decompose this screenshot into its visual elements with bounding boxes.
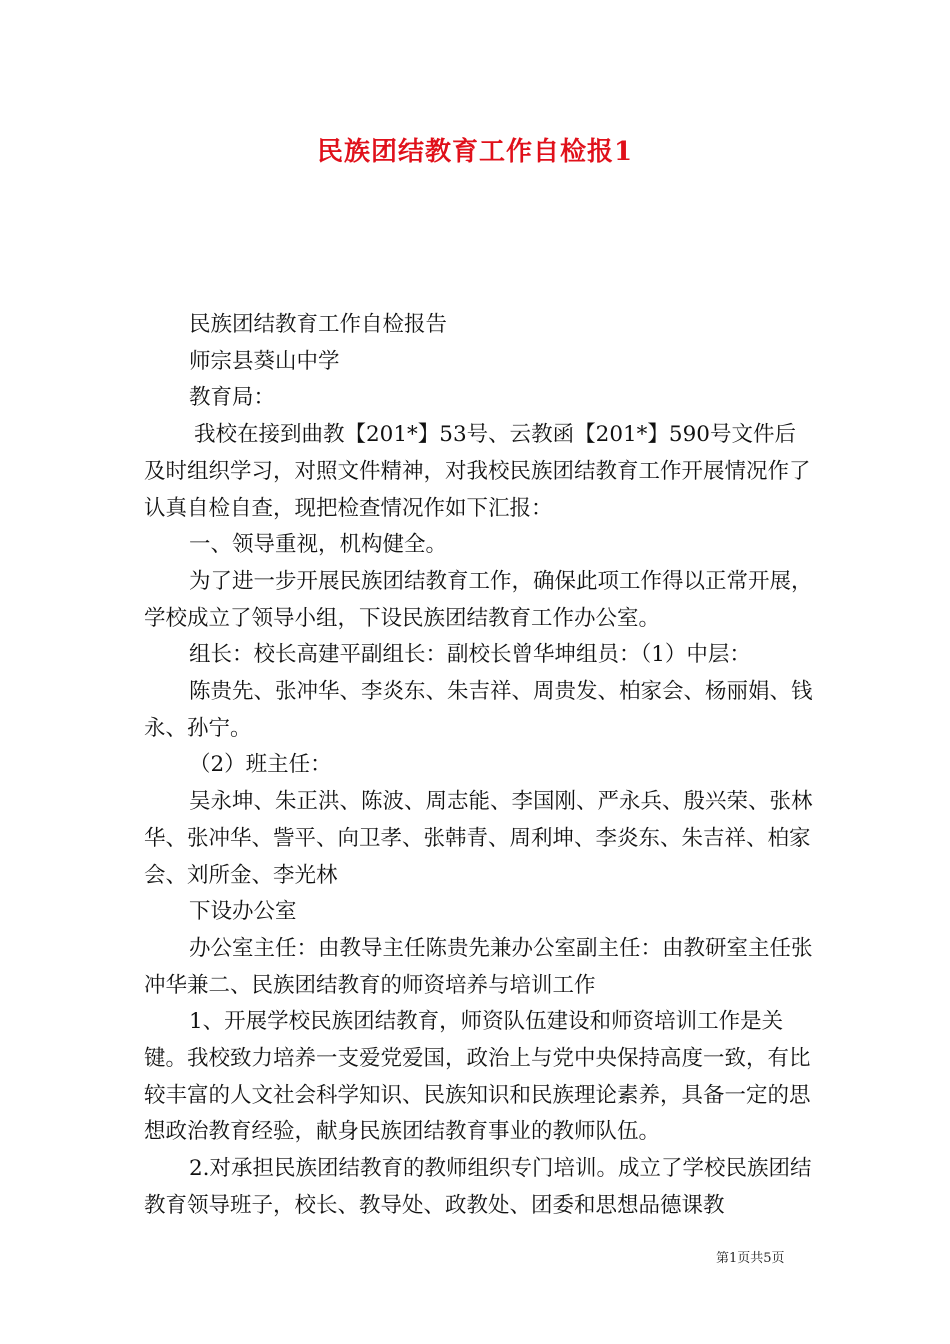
paragraph-intro: 我校在接到曲教【201*】53号、云教函【201*】590号文件后及时组织学习，对照文件精神，对我校民族团结教育工作开展情况作了认真自检自查，现把检查情况作如下汇报：: [144, 422, 811, 521]
paragraph-report-heading: 民族团结教育工作自检报告: [189, 312, 448, 337]
paragraph-addressee: 教育局：: [189, 385, 276, 411]
paragraph-head-teachers-list: 吴永坤、朱正洪、陈波、周志能、李国刚、严永兵、殷兴荣、张林华、张冲华、訾平、向卫孝、张韩青、周利坤、李炎东、朱吉祥、柏家会、刘所金、李光林: [144, 789, 813, 888]
paragraph-special-training: 2.对承担民族团结教育的教师组织专门培训。成立了学校民族团结教育领导班子，校长、教导处、政教处、团委和思想品德课教: [144, 1156, 812, 1218]
paragraph-school-name: 师宗县葵山中学: [189, 348, 340, 374]
document-body: [144, 307, 814, 1225]
paragraph-teacher-training: 1、开展学校民族团结教育，师资队伍建设和师资培训工作是关键。我校致力培养一支爱党爱国，政治上与党中央保持高度一致，有比较丰富的人文社会科学知识、民族知识和民族理论素养，具备一定的思想政治教育经验，献身民族团结教育事业的教师队伍。: [144, 1009, 811, 1145]
paragraph-office-directors: 办公室主任：由教导主任陈贵先兼办公室副主任：由教研室主任张冲华兼二、民族团结教育的师资培养与培训工作: [144, 935, 813, 998]
paragraph-middle-managers: 陈贵先、张冲华、李炎东、朱吉祥、周贵发、柏家会、杨丽娟、钱永、孙宁。: [144, 679, 813, 741]
paragraph-head-teachers-label: （2）班主任：: [189, 752, 332, 778]
paragraph-leadership-group: 为了进一步开展民族团结教育工作，确保此项工作得以正常开展，学校成立了领导小组，下设民族团结教育工作办公室。: [144, 568, 813, 631]
paragraph-group-members: 组长：校长高建平副组长：副校长曾华坤组员：（1）中层：: [189, 642, 751, 668]
document-title: 民族团结教育工作自检报1: [316, 137, 634, 167]
paragraph-section-one-heading: 一、领导重视，机构健全。: [189, 532, 448, 558]
paragraph-office-label: 下设办公室: [189, 899, 297, 925]
page-number: 第1页共5页: [716, 1251, 785, 1266]
